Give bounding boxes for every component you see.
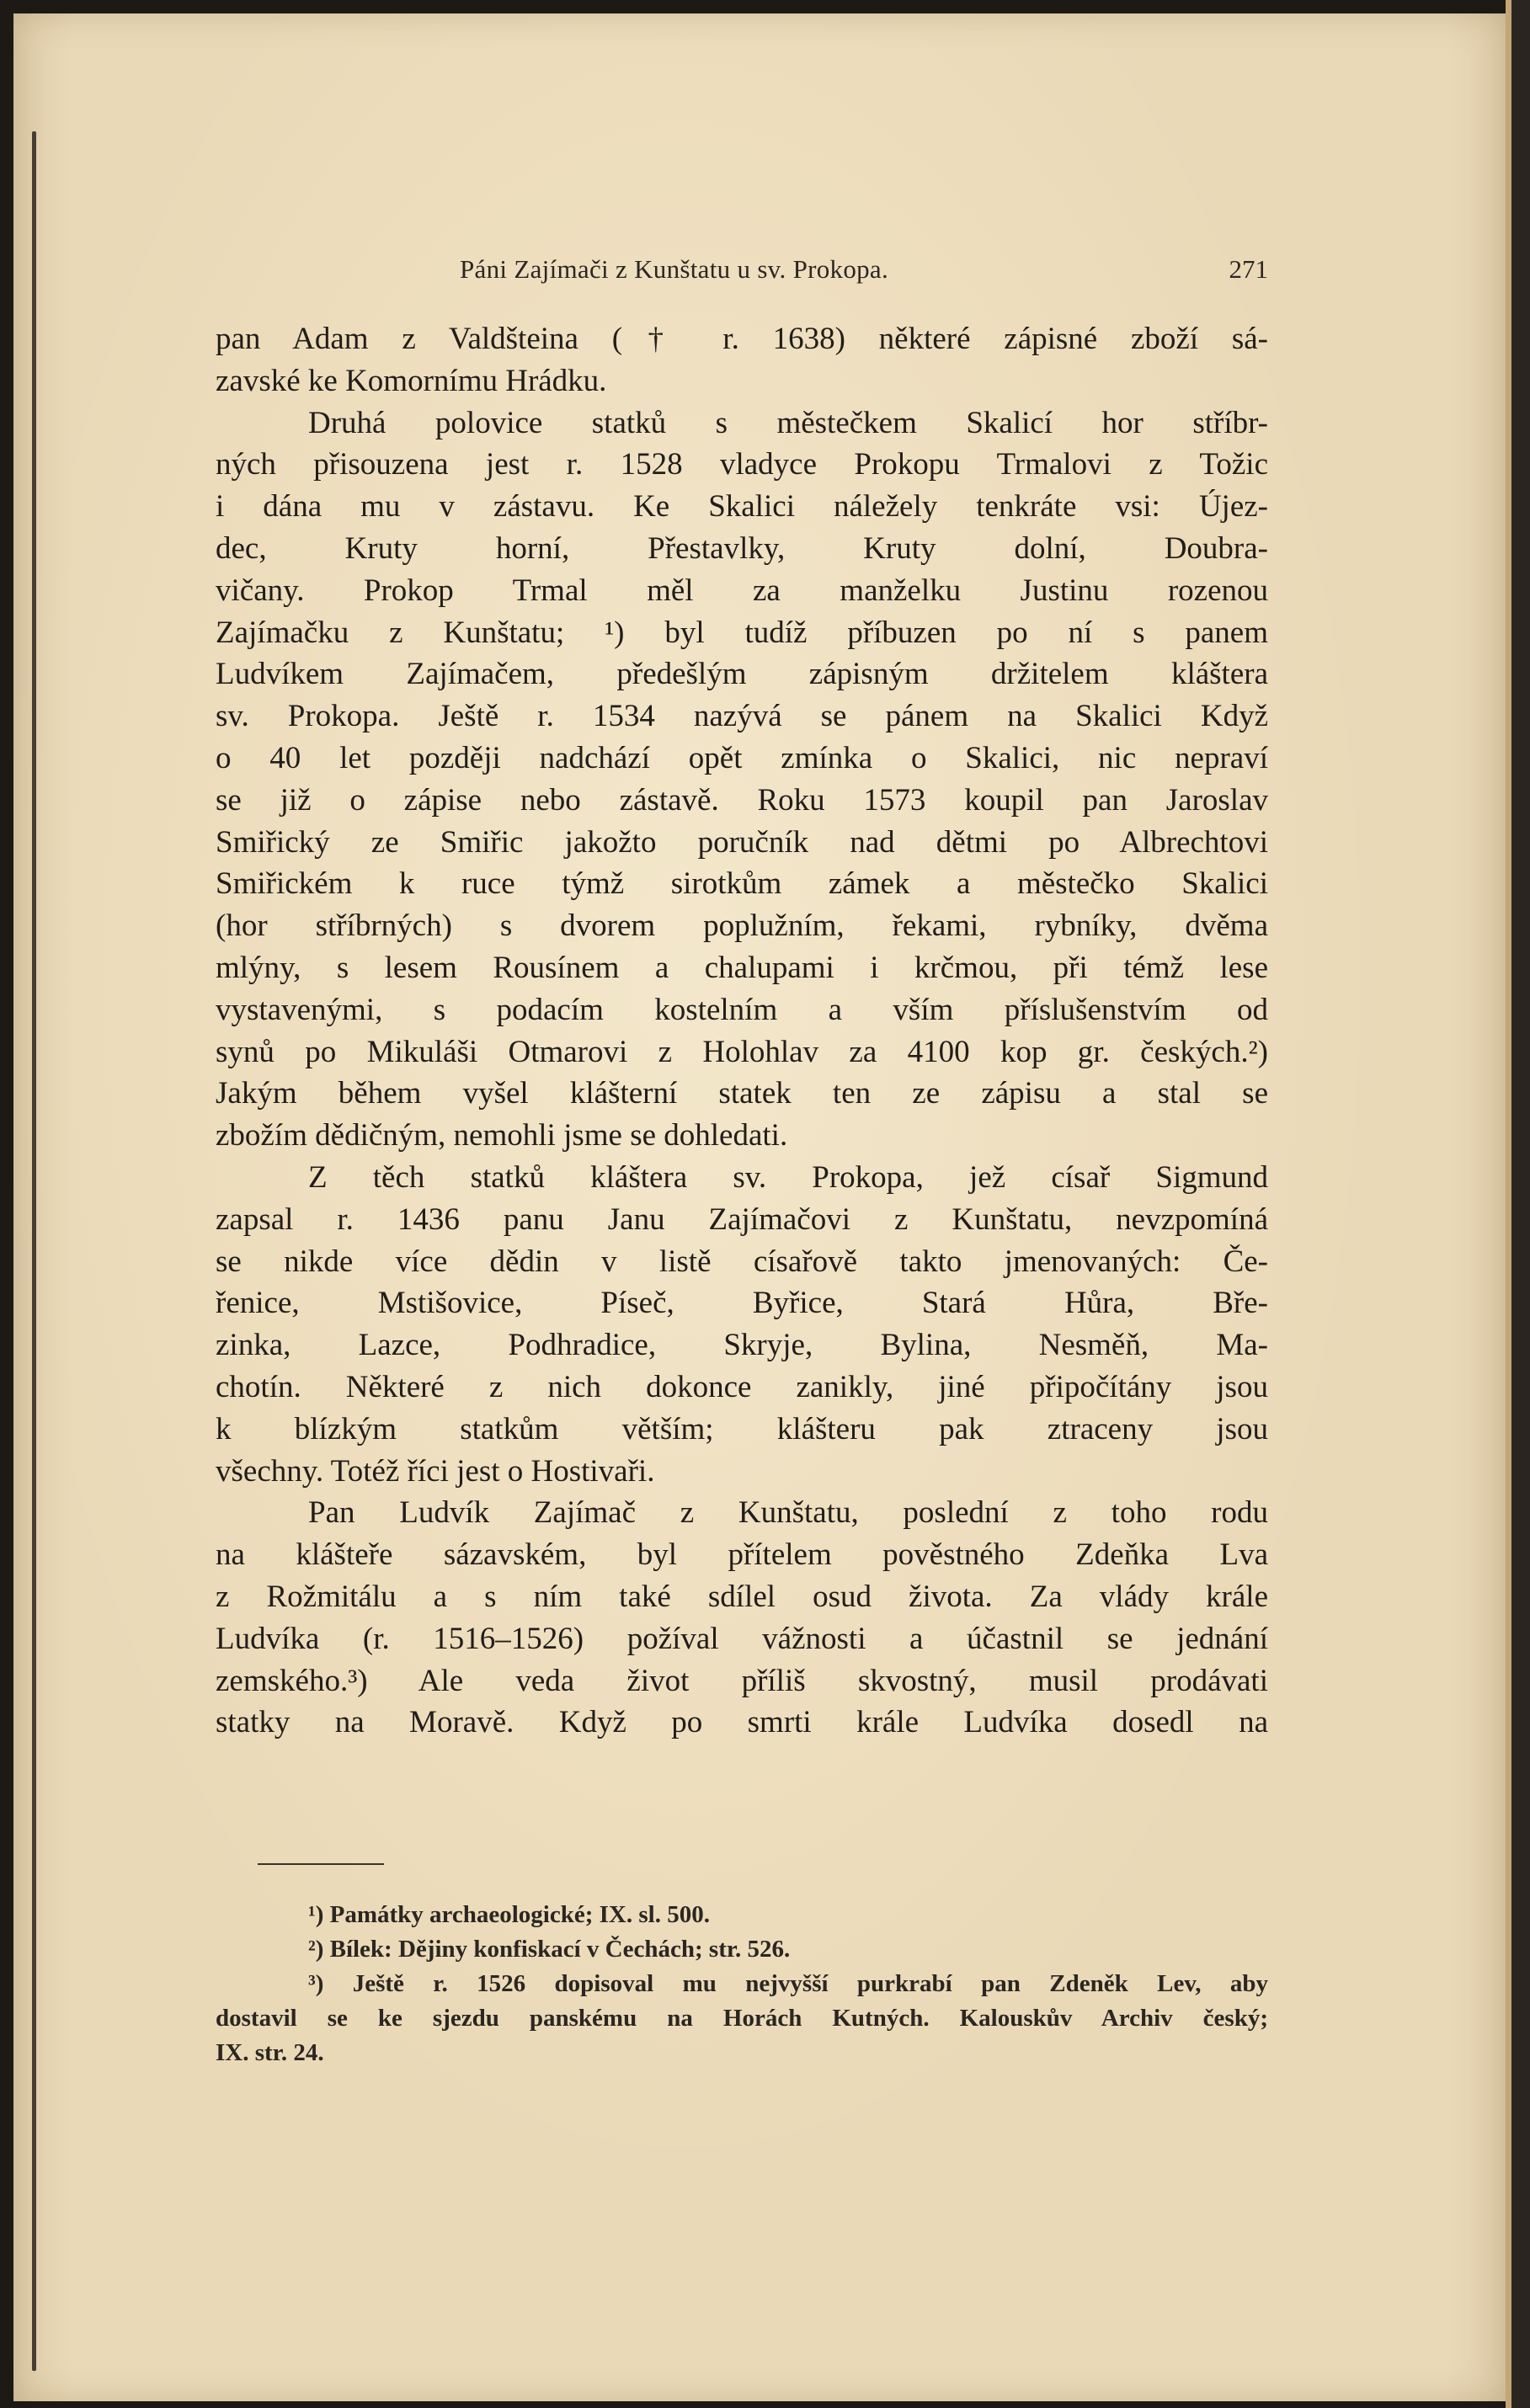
- text-line: Smiřický ze Smiřic jakožto poručník nad dětmi po Albrechtovi: [216, 824, 1268, 860]
- text-line: o 40 let později nadchází opět zmínka o Skalici, nic nepraví: [216, 740, 1268, 775]
- text-line: chotín. Některé z nich dokonce zanikly, jiné připočítány jsou: [216, 1369, 1268, 1404]
- text-line: Pan Ludvík Zajímač z Kunštatu, poslední z toho rodu: [308, 1495, 1268, 1531]
- footnote-2: ²) Bílek: Dějiny konfiskací v Čechách; str. 526.: [308, 1936, 791, 1963]
- text-line: ných přisouzena jest r. 1528 vladyce Prokopu Trmalovi z Tožic: [216, 447, 1268, 482]
- text-line: všechny. Totéž říci jest o Hostivaři.: [216, 1453, 655, 1489]
- text-line: Druhá polovice statků s městečkem Skalicí hor stříbr-: [308, 405, 1268, 440]
- text-line: zbožím dědičným, nemohli jsme se dohledati.: [216, 1118, 788, 1153]
- text-line: Jakým během vyšel klášterní statek ten ze zápisu a stal se: [216, 1076, 1268, 1111]
- footnote-3: ³) Ještě r. 1526 dopisoval mu nejvyšší purkrabí pan Zdeněk Lev, aby: [308, 1970, 1268, 1997]
- footnote-1: ¹) Památky archaeologické; IX. sl. 500.: [308, 1901, 710, 1928]
- text-line: statky na Moravě. Když po smrti krále Ludvíka dosedl na: [216, 1705, 1268, 1740]
- footnotes: [216, 1898, 1268, 2070]
- text-line: Z těch statků kláštera sv. Prokopa, jež císař Sigmund: [308, 1159, 1268, 1195]
- footnote-3-continued: dostavil se ke sjezdu panskému na Horách Kutných. Kalouskův Archiv český;: [216, 2005, 1268, 2032]
- text-line: Ludvíkem Zajímačem, předešlým zápisným držitelem kláštera: [216, 657, 1268, 692]
- text-line: (hor stříbrných) s dvorem poplužním, řekami, rybníky, dvěma: [216, 908, 1268, 944]
- running-header: [216, 249, 1268, 291]
- body-text: [216, 318, 1268, 1744]
- text-line: zavské ke Komornímu Hrádku.: [216, 363, 607, 398]
- text-line: pan Adam z Valdšteina († r. 1638) některé zápisné zboží sá-: [216, 322, 1268, 356]
- text-line: řenice, Mstišovice, Píseč, Byřice, Stará Hůra, Bře-: [216, 1286, 1268, 1321]
- text-line: mlýny, s lesem Rousínem a chalupami i krčmou, při témž lese: [216, 950, 1268, 985]
- text-line: k blízkým statkům větším; klášteru pak ztraceny jsou: [216, 1411, 1268, 1446]
- text-line: Zajímačku z Kunštatu; ¹) byl tudíž příbuzen po ní s panem: [216, 615, 1268, 650]
- text-line: zapsal r. 1436 panu Janu Zajímačovi z Kunštatu, nevzpomíná: [216, 1201, 1268, 1237]
- text-line: zemského.³) Ale veda život příliš skvostný, musil prodávati: [216, 1663, 1268, 1698]
- text-line: dec, Kruty horní, Přestavlky, Kruty dolní, Doubra-: [216, 530, 1268, 566]
- text-line: synů po Mikuláši Otmarovi z Holohlav za 4100 kop gr. českých.²): [216, 1034, 1268, 1069]
- footnote-3-end: IX. str. 24.: [216, 2039, 324, 2066]
- binding-edge: [32, 131, 36, 2371]
- text-line: i dána mu v zástavu. Ke Skalici náležely tenkráte vsi: Újez-: [216, 489, 1268, 525]
- text-line: se již o zápise nebo zástavě. Roku 1573 koupil pan Jaroslav: [216, 782, 1268, 818]
- text-line: se nikde více dědin v listě císařově takto jmenovaných: Če-: [216, 1244, 1268, 1279]
- text-line: Smiřickém k ruce týmž sirotkům zámek a městečko Skalici: [216, 866, 1268, 902]
- text-line: Ludvíka (r. 1516–1526) požíval vážnosti a účastnil se jednání: [216, 1621, 1268, 1656]
- text-line: sv. Prokopa. Ještě r. 1534 nazývá se pánem na Skalici Když: [216, 699, 1268, 734]
- footnote-divider: [258, 1863, 384, 1865]
- text-line: vystavenými, s podacím kostelním a vším příslušenstvím od: [216, 992, 1268, 1027]
- text-line: zinka, Lazce, Podhradice, Skryje, Bylina, Nesměň, Ma-: [216, 1328, 1268, 1363]
- page-edge-light: [1506, 0, 1511, 2408]
- text-line: z Rožmitálu a s ním také sdílel osud života. Za vlády krále: [216, 1579, 1268, 1614]
- text-line: na klášteře sázavském, byl přítelem pověstného Zdeňka Lva: [216, 1537, 1268, 1573]
- page-number: 271: [1229, 254, 1268, 284]
- text-line: vičany. Prokop Trmal měl za manželku Justinu rozenou: [216, 573, 1268, 608]
- running-title: Páni Zajímači z Kunštatu u sv. Prokopa.: [460, 254, 889, 284]
